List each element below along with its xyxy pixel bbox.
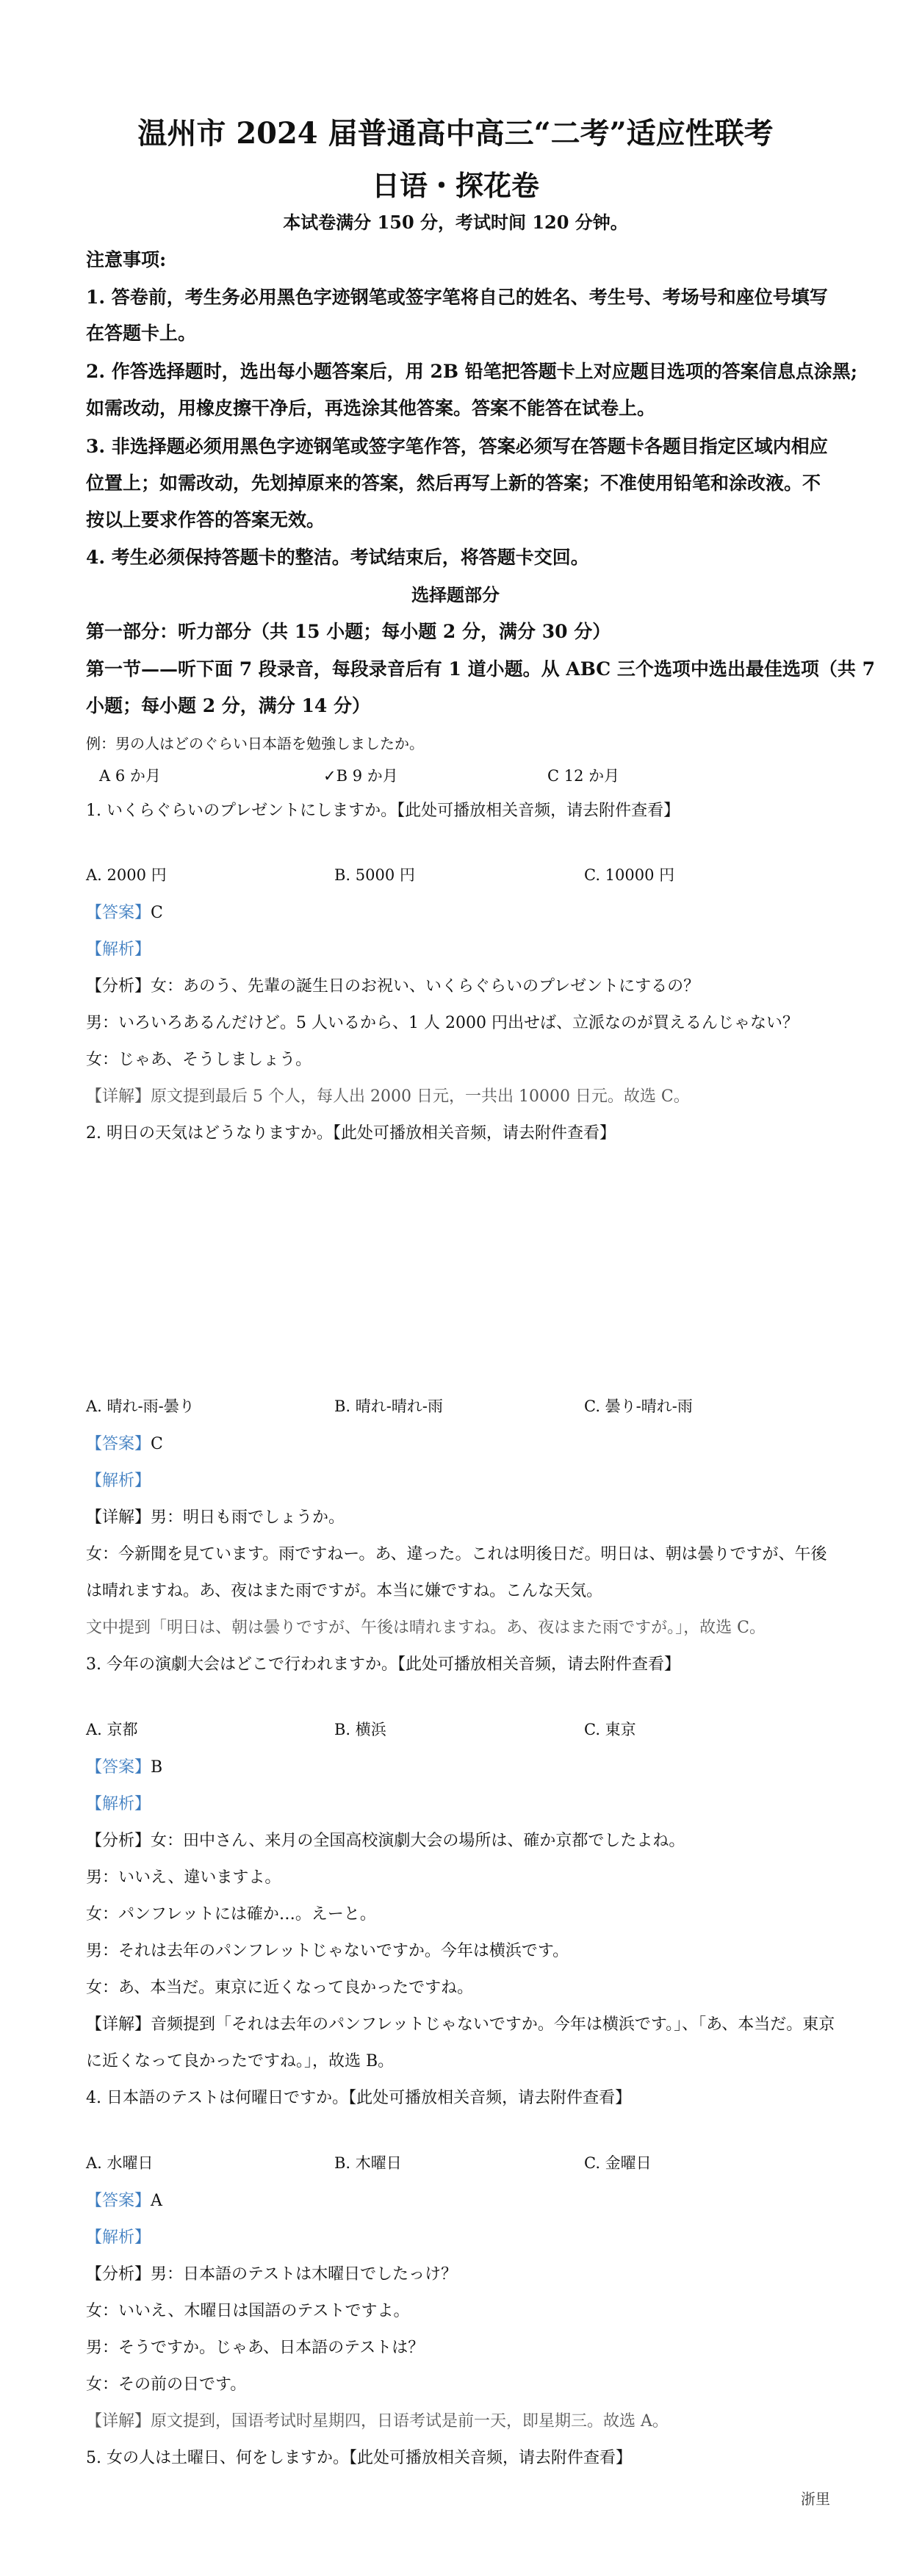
notice-line: 按以上要求作答的答案无效。 [86, 509, 325, 530]
question-text: 4. 日本語のテストは何曜日ですか。 [86, 2089, 349, 2107]
question-3 [86, 1652, 680, 1674]
q3-option-c: C. 東京 [584, 1721, 636, 1738]
q2-option-a: A. 晴れ-雨-曇り [86, 1397, 195, 1415]
question-text: 3. 今年の演劇大会はどこで行われますか。 [86, 1655, 397, 1674]
q1-option-c: C. 10000 円 [584, 866, 675, 884]
notice-heading: 注意事项: [86, 249, 167, 270]
q2-analysis-tag: 【解析】 [86, 1472, 151, 1490]
q1-option-b: B. 5000 円 [334, 866, 415, 884]
footer-mark: 浙里 [801, 2490, 830, 2508]
answer-value: B [151, 1758, 163, 1777]
answer-value: A [151, 2192, 162, 2210]
q2-line: 文中提到「明日は、朝は曇りですが、午後は晴れますね。あ、夜はまた雨ですが。」，故选 C。 [86, 1619, 766, 1637]
q1-line: 【分析】女：あのう、先輩の誕生日のお祝い、いくらぐらいのプレゼントにするの？ [86, 977, 700, 996]
audio-note[interactable]: 【此处可播放相关音频，请去附件查看】 [348, 2089, 632, 2107]
q1-line: 女：じゃあ、そうしましょう。 [86, 1051, 312, 1069]
page-title: 温州市 2024 届普通高中高三“二考”适应性联考 [137, 116, 774, 151]
q2-answer [86, 1431, 163, 1454]
answer-value: C [151, 1435, 163, 1453]
sub1-heading: 第一节——听下面 7 段录音，每段录音后有 1 道小题。从 ABC 三个选项中选出最佳选项（共 7 [86, 658, 876, 680]
answer-tag: 【答案】 [86, 2192, 151, 2210]
question-1 [86, 798, 680, 821]
audio-note[interactable]: 【此处可播放相关音频，请去附件查看】 [397, 802, 680, 820]
q2-option-c: C. 曇り-晴れ-雨 [584, 1397, 693, 1415]
section-title: 选择题部分 [411, 584, 500, 605]
question-text: 5. 女の人は土曜日、何をしますか。 [86, 2449, 349, 2467]
q3-line: に近くなって良かったですね。」，故选 B。 [86, 2052, 395, 2070]
q3-option-a: A. 京都 [86, 1721, 138, 1738]
q1-line: 男：いろいろあるんだけど。5 人いるから、1 人 2000 円出せば、立派なのが買えるんじゃない？ [86, 1014, 799, 1032]
notice-line: 1. 答卷前，考生务必用黑色字迹钢笔或签字笔将自己的姓名、考生号、考场号和座位号填写 [86, 287, 828, 308]
notice-line: 位置上；如需改动，先划掉原来的答案，然后再写上新的答案；不准使用铅笔和涂改液。不 [86, 472, 821, 494]
q3-analysis-tag: 【解析】 [86, 1795, 151, 1813]
exam-info: 本试卷满分 150 分，考试时间 120 分钟。 [283, 212, 628, 233]
notice-line: 3. 非选择题必须用黑色字迹钢笔或签字笔作答，答案必须写在答题卡各题目指定区域内相应 [86, 436, 828, 457]
q2-line: は晴れますね。あ、夜はまた雨ですが。本当に嫌ですね。こんな天気。 [86, 1582, 603, 1600]
q3-line: 男：いいえ、違いますよ。 [86, 1868, 281, 1887]
q3-option-b: B. 横浜 [334, 1721, 386, 1738]
answer-tag: 【答案】 [86, 1435, 151, 1453]
q1-analysis-tag: 【解析】 [86, 940, 151, 959]
audio-note[interactable]: 【此处可播放相关音频，请去附件查看】 [333, 1124, 616, 1143]
audio-note[interactable]: 【此处可播放相关音频，请去附件查看】 [349, 2449, 633, 2467]
example-option-c: C 12 か月 [547, 767, 620, 785]
answer-tag: 【答案】 [86, 1758, 151, 1777]
q2-line: 女：今新聞を見ています。雨ですねー。あ、違った。これは明後日だ。明日は、朝は曇りですが、午後 [86, 1545, 827, 1564]
q2-line: 【详解】男：明日も雨でしょうか。 [86, 1508, 345, 1527]
question-text: 1. いくらぐらいのプレゼントにしますか。 [86, 802, 397, 820]
q3-line: 女：あ、本当だ。東京に近くなって良かったですね。 [86, 1979, 474, 1997]
q4-option-b: B. 木曜日 [334, 2154, 402, 2172]
q4-option-c: C. 金曜日 [584, 2154, 652, 2172]
notice-line: 如需改动，用橡皮擦干净后，再选涂其他答案。答案不能答在试卷上。 [86, 397, 656, 419]
q3-line: 男：それは去年のパンフレットじゃないですか。今年は横浜です。 [86, 1942, 569, 1960]
q4-analysis-tag: 【解析】 [86, 2228, 151, 2247]
notice-line: 4. 考生必须保持答题卡的整洁。考试结束后，将答题卡交回。 [86, 547, 589, 568]
q1-answer [86, 900, 163, 923]
notice-line: 2. 作答选择题时，选出每小题答案后，用 2B 铅笔把答题卡上对应题目选项的答案信息点涂黑; [86, 361, 857, 382]
audio-note[interactable]: 【此处可播放相关音频，请去附件查看】 [397, 1655, 681, 1674]
question-4 [86, 2085, 631, 2108]
q4-answer [86, 2188, 162, 2211]
q1-line: 【详解】原文提到最后 5 个人，每人出 2000 日元，一共出 10000 日元。故选 C。 [86, 1087, 690, 1106]
q3-line: 【分析】女：田中さん、来月の全国高校演劇大会の場所は、確か京都でしたよね。 [86, 1832, 685, 1850]
page-subtitle: 日语・探花卷 [371, 169, 539, 202]
q2-option-b: B. 晴れ-晴れ-雨 [334, 1397, 443, 1415]
q4-line: 女：その前の日です。 [86, 2375, 247, 2394]
q3-answer [86, 1755, 162, 1777]
q1-option-a: A. 2000 円 [86, 866, 167, 884]
example-option-a: A 6 か月 [99, 767, 161, 785]
q4-line: 女：いいえ、木曜日は国語のテストですよ。 [86, 2302, 410, 2320]
example-question: 例：男の人はどのぐらい日本語を勉強しましたか。 [86, 735, 424, 752]
answer-value: C [151, 904, 163, 922]
q4-line: 【详解】原文提到，国语考试时星期四，日语考试是前一天，即星期三。故选 A。 [86, 2412, 669, 2431]
example-option-b: ✓B 9 か月 [323, 767, 398, 785]
sub1-heading: 小题；每小题 2 分，满分 14 分） [86, 695, 371, 716]
question-text: 2. 明日の天気はどうなりますか。 [86, 1124, 333, 1143]
q3-line: 【详解】音频提到「それは去年のパンフレットじゃないですか。今年は横浜です。」、「あ、本当だ。東京 [86, 2015, 835, 2034]
q4-option-a: A. 水曜日 [86, 2154, 154, 2172]
question-5 [86, 2445, 632, 2468]
q3-line: 女：パンフレットには確か…。えーと。 [86, 1905, 376, 1924]
q4-line: 男：そうですか。じゃあ、日本語のテストは？ [86, 2339, 425, 2357]
notice-line: 在答题卡上。 [86, 323, 197, 344]
q4-line: 【分析】男：日本語のテストは木曜日でしたっけ？ [86, 2265, 458, 2284]
answer-tag: 【答案】 [86, 904, 151, 922]
part1-heading: 第一部分：听力部分（共 15 小题；每小题 2 分，满分 30 分） [86, 621, 611, 642]
question-2 [86, 1120, 616, 1143]
